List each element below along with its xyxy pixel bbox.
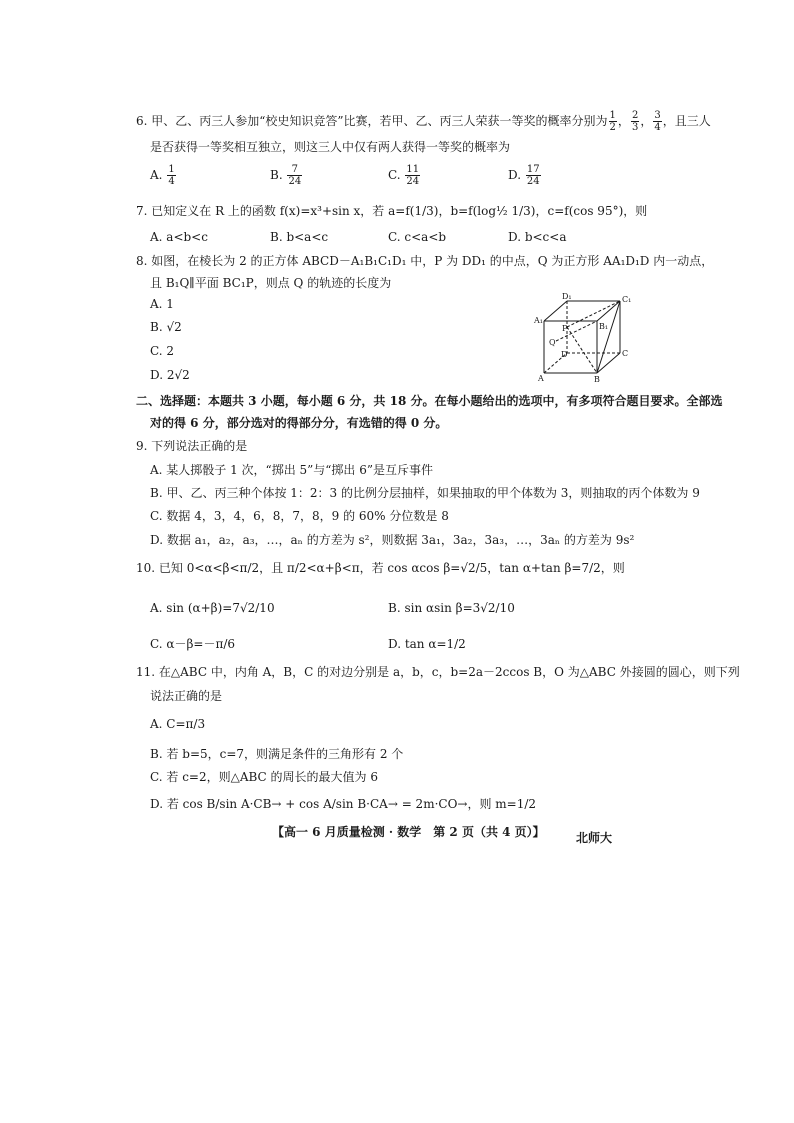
label-a: A (538, 374, 544, 383)
q10-option-a: A. sin (α+β)=7√2/10 (150, 601, 275, 615)
q6-stem-line1: 6. 甲、乙、丙三人参加“校史知识竞答”比赛，若甲、乙、丙三人荣获一等奖的概率分别为 $\frac{1}{2}$ ， $\frac{2}{3}$ ， $\frac{3}{4}$ ，且三人 (136, 110, 711, 133)
q11-option-d: D. 若 cos B/sin A·CB→ + cos A/sin B·CA→ = 2m·CO→，则 m=1/2 (150, 797, 537, 811)
label-q: Q (549, 338, 556, 347)
q6-prob-3: $\frac{3}{4}$ (654, 110, 661, 133)
section2-line1: 二、选择题：本题共 3 小题，每小题 6 分，共 18 分。在每小题给出的选项中，有多项符合题目要求。全部选 (136, 394, 723, 408)
segment-bc1 (597, 301, 620, 373)
q7-option-d: D. b<c<a (508, 230, 567, 244)
q6-stem-text: 6. 甲、乙、丙三人参加“校史知识竞答”比赛，若甲、乙、丙三人荣获一等奖的概率分别为 (136, 114, 608, 128)
label-c1: C₁ (622, 295, 632, 304)
q7-stem: 7. 已知定义在 R 上的函数 f(x)=x³+sin x，若 a=f(1/3)，b=f(log½ 1/3)，c=f(cos 95°)，则 (136, 204, 648, 218)
q9-stem: 9. 下列说法正确的是 (136, 439, 248, 453)
q9-option-a: A. 某人掷骰子 1 次，“掷出 5”与“掷出 6”是互斥事件 (150, 463, 433, 477)
publisher-mark: 北师大 (576, 831, 613, 845)
q8-option-a: A. 1 (150, 297, 174, 311)
q6-prob-2: $\frac{2}{3}$ (631, 110, 639, 133)
q6-option-d: D. $\frac{17}{24}$ (508, 164, 540, 187)
q7-option-a: A. a<b<c (150, 230, 208, 244)
q8-stem-line1: 8. 如图，在棱长为 2 的正方体 ABCD－A₁B₁C₁D₁ 中，P 为 DD₁ 的中点，Q 为正方形 AA₁D₁D 内一动点， (136, 254, 714, 268)
q6-option-c: C. $\frac{11}{24}$ (388, 164, 420, 187)
q10-option-d: D. tan α=1/2 (388, 637, 466, 651)
cube-figure (532, 293, 632, 383)
q11-stem-line2: 说法正确的是 (150, 689, 223, 703)
q8-option-b: B. √2 (150, 320, 182, 334)
label-b1: B₁ (599, 322, 609, 331)
label-c: C (622, 349, 629, 358)
q7-option-c: C. c<a<b (388, 230, 447, 244)
page-footer: 【高一 6 月质量检测 · 数学 第 2 页（共 4 页）】 (272, 825, 545, 839)
label-p: P (562, 324, 568, 333)
q6-option-b: B. $\frac{7}{24}$ (270, 164, 302, 187)
edge-a1d1 (544, 301, 567, 321)
q11-option-b: B. 若 b=5，c=7，则满足条件的三角形有 2 个 (150, 747, 404, 761)
q8-option-c: C. 2 (150, 344, 175, 358)
q8-stem-line2: 且 B₁Q∥平面 BC₁P，则点 Q 的轨迹的长度为 (150, 276, 392, 290)
q9-option-c: C. 数据 4，3，4，6，8，7，8，9 的 60% 分位数是 8 (150, 509, 449, 523)
q11-stem-line1: 11. 在△ABC 中，内角 A，B，C 的对边分别是 a，b，c，b=2a－2ccos B，O 为△ABC 外接圆的圆心，则下列 (136, 665, 740, 679)
q9-option-d: D. 数据 a₁，a₂，a₃，…，aₙ 的方差为 s²，则数据 3a₁，3a₂，3a₃，…，3aₙ 的方差为 9s² (150, 533, 635, 547)
q10-option-b: B. sin αsin β=3√2/10 (388, 601, 515, 615)
q10-stem: 10. 已知 0<α<β<π/2，且 π/2<α+β<π，若 cos αcos β=√2/5，tan α+tan β=7/2，则 (136, 561, 625, 575)
q11-option-c: C. 若 c=2，则△ABC 的周长的最大值为 6 (150, 770, 378, 784)
label-d: D (561, 350, 568, 359)
q6-stem-line2: 是否获得一等奖相互独立，则这三人中仅有两人获得一等奖的概率为 (150, 140, 511, 154)
label-b: B (594, 375, 600, 383)
q11-option-a: A. C=π/3 (150, 717, 206, 731)
q10-option-c: C. α－β=－π/6 (150, 637, 236, 651)
q6-prob-1: $\frac{1}{2}$ (609, 110, 616, 133)
q6-option-a: A. $\frac{1}{4}$ (150, 164, 175, 187)
label-d1: D₁ (562, 293, 572, 301)
label-a1: A₁ (534, 316, 543, 325)
section2-line2: 对的得 6 分，部分选对的得部分分，有选错的得 0 分。 (150, 416, 448, 430)
q7-option-b: B. b<a<c (270, 230, 329, 244)
q9-option-b: B. 甲、乙、丙三种个体按 1：2：3 的比例分层抽样，如果抽取的甲个体数为 3，则抽取的丙个体数为 9 (150, 486, 700, 500)
q8-option-d: D. 2√2 (150, 368, 190, 382)
